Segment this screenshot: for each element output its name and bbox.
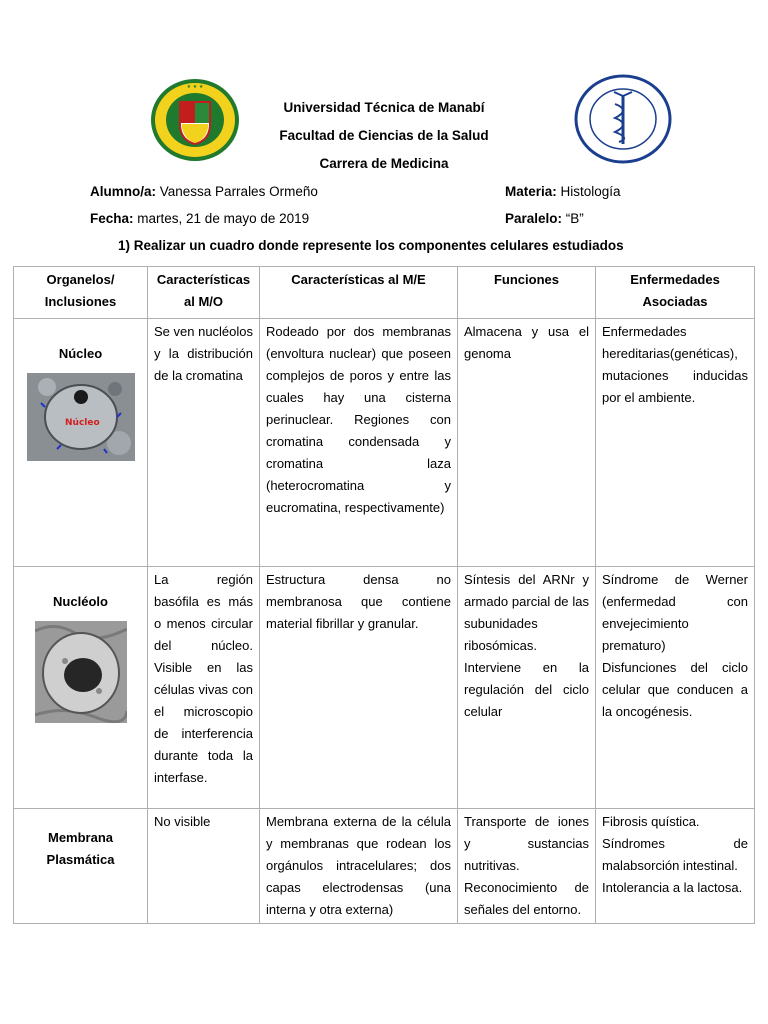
subject-label: Materia: [505, 184, 557, 199]
disease-item: Síndrome de Werner (enfermedad con envejecimiento prematuro) [602, 572, 748, 653]
nucleus-micrograph-image [27, 373, 135, 461]
function-item: Interviene en la regulación del ciclo celular [464, 660, 589, 719]
cell-components-table [13, 266, 755, 924]
diseases-cell [596, 809, 755, 924]
em-cell: Rodeado por dos membranas (envoltura nuclear) que poseen complejos de poros y entre las cuales hay una cisterna perinuclear. Regiones con cromatina condensada y cromatina laza (heterocromatina y eucromatina, respectivamente) [260, 319, 458, 567]
table-header-row [14, 267, 755, 319]
disease-item: Síndromes de malabsorción intestinal. [602, 836, 748, 873]
parallel-label: Paralelo: [505, 211, 563, 226]
lm-cell: No visible [148, 809, 260, 924]
svg-text:★ ★ ★: ★ ★ ★ [186, 84, 204, 90]
functions-cell [458, 567, 596, 809]
nucleolus-micrograph-image [35, 621, 127, 723]
faculty-seal-logo [574, 74, 672, 164]
table-row [14, 319, 755, 567]
row-name-cell [14, 567, 148, 809]
row-name: Nucléolo [53, 594, 108, 609]
subject-line [505, 184, 621, 199]
disease-item: Intolerancia a la lactosa. [602, 880, 743, 895]
date-value: martes, 21 de mayo de 2019 [137, 211, 310, 226]
diseases-cell: Enfermedades hereditarias(genéticas), mutaciones inducidas por el ambiente. [596, 319, 755, 567]
student-label: Alumno/a: [90, 184, 156, 199]
functions-cell [458, 809, 596, 924]
micrograph-label: Núcleo [64, 418, 100, 428]
disease-item: Fibrosis quística. [602, 814, 700, 829]
subject-value: Histología [560, 184, 621, 199]
header-diseases: Enfermedades Asociadas [596, 267, 755, 319]
row-name-cell [14, 319, 148, 567]
parallel-value: “B” [565, 211, 584, 226]
lm-cell: La región basófila es más o menos circular del núcleo. Visible en las células vivas con el microscopio de interferencia durante toda la interfase. [148, 567, 260, 809]
lm-cell: Se ven nucléolos y la distribución de la cromatina [148, 319, 260, 567]
em-cell: Membrana externa de la célula y membranas que rodean los orgánulos intracelulares; dos capas electrodensas (una interna y otra externa) [260, 809, 458, 924]
student-line [90, 184, 318, 199]
function-item: Síntesis del ARNr y armado parcial de las subunidades ribosómicas. [464, 572, 589, 653]
table-row [14, 809, 755, 924]
date-line [90, 211, 309, 226]
student-value: Vanessa Parrales Ormeño [159, 184, 318, 199]
disease-item: Disfunciones del ciclo celular que conducen a la oncogénesis. [602, 660, 748, 719]
function-item: Reconocimiento de señales del entorno. [464, 880, 589, 917]
faculty-name: Facultad de Ciencias de la Salud [279, 128, 489, 143]
function-item: Transporte de iones y sustancias nutritivas. [464, 814, 589, 873]
table-row [14, 567, 755, 809]
row-name: Membrana Plasmática [46, 830, 115, 867]
university-crest-logo [150, 78, 240, 162]
header-functions: Funciones [458, 267, 596, 319]
header-em-characteristics: Características al M/E [260, 267, 458, 319]
em-cell: Estructura densa no membranosa que contiene material fibrillar y granular. [260, 567, 458, 809]
header-organelles: Organelos/ Inclusiones [14, 267, 148, 319]
diseases-cell [596, 567, 755, 809]
parallel-line [505, 211, 584, 226]
row-name: Núcleo [58, 346, 103, 361]
university-name: Universidad Técnica de Manabí [283, 100, 485, 115]
functions-cell: Almacena y usa el genoma [458, 319, 596, 567]
row-name-cell [14, 809, 148, 924]
header-lm-characteristics: Características al M/O [148, 267, 260, 319]
career-name: Carrera de Medicina [319, 156, 449, 171]
task-instruction: 1) Realizar un cuadro donde represente los componentes celulares estudiados [118, 238, 624, 253]
date-label: Fecha: [90, 211, 134, 226]
